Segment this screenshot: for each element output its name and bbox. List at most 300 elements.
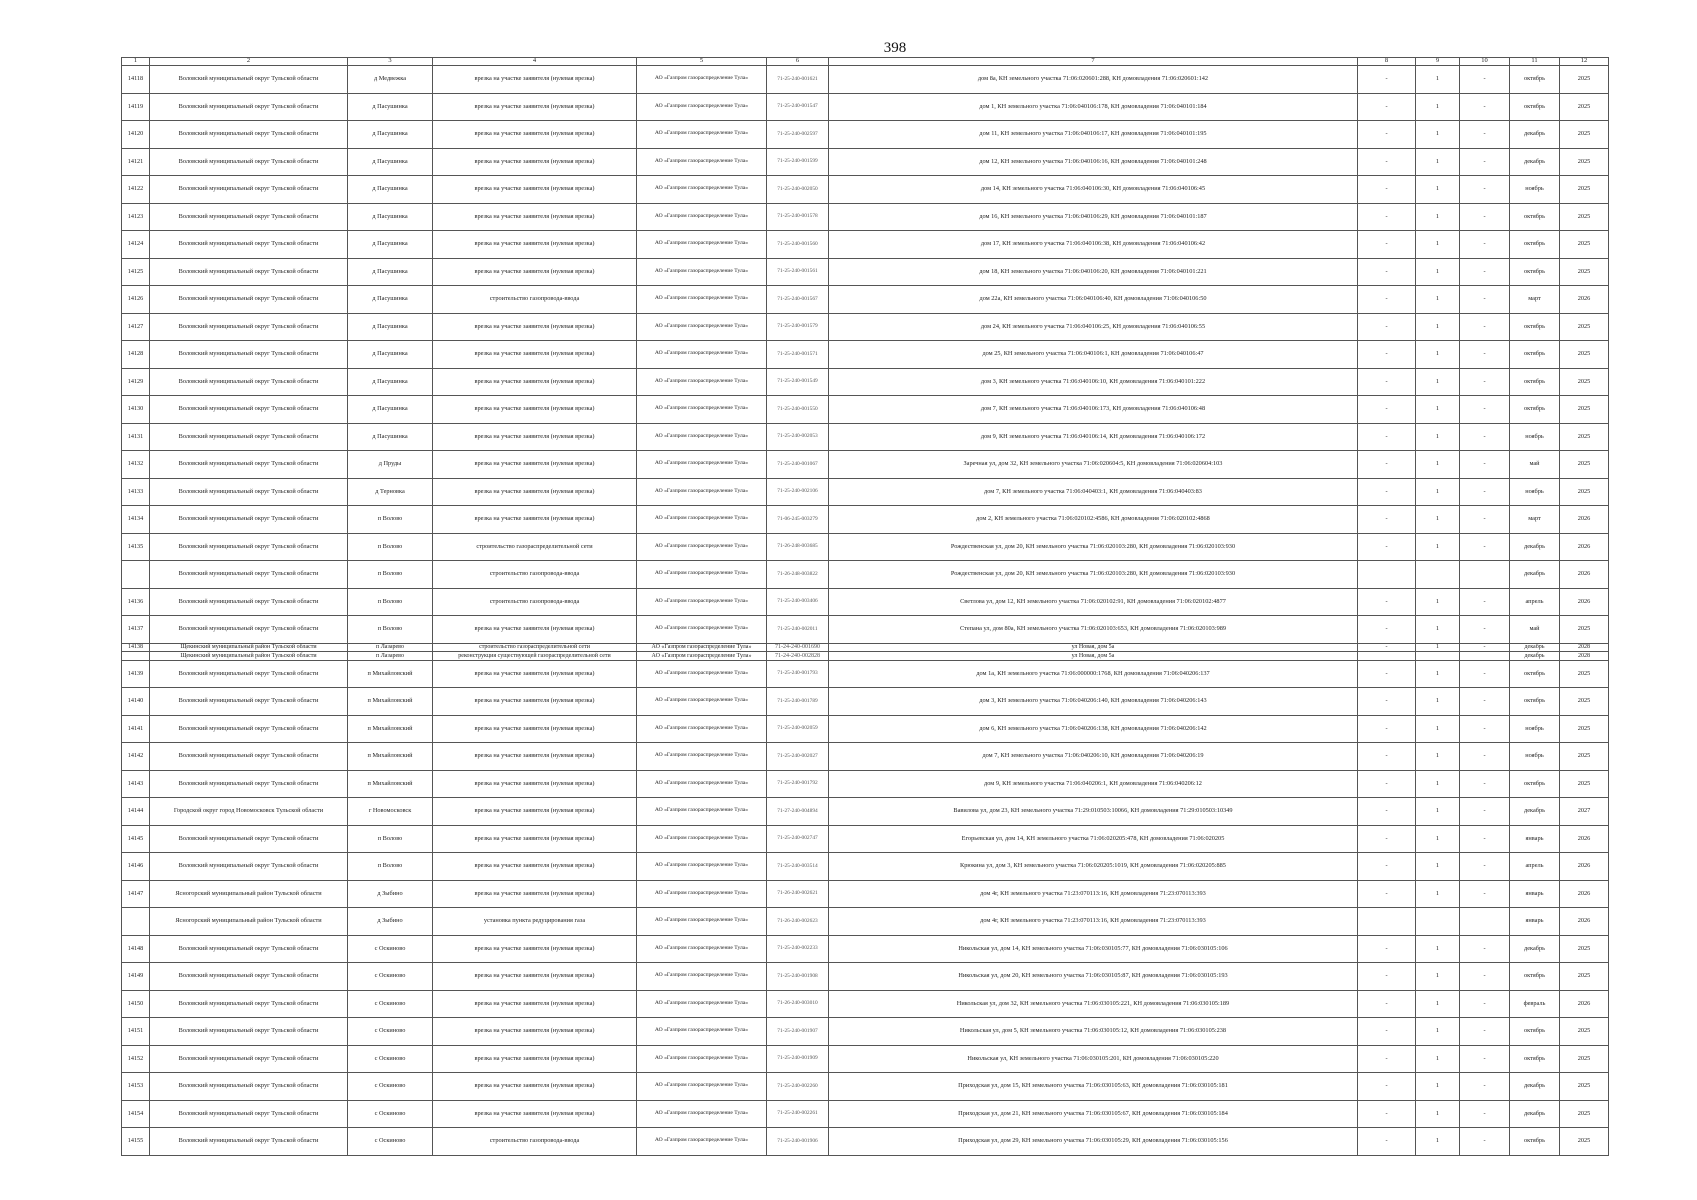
column-8-cell: -: [1358, 1128, 1416, 1156]
quantity-cell: 1: [1416, 1100, 1460, 1128]
month-cell: май: [1510, 616, 1560, 644]
settlement-cell: п Михайловский: [348, 743, 433, 771]
column-8-cell: -: [1358, 451, 1416, 479]
cadastral-code-cell: 71-25-240-002059: [767, 715, 829, 743]
table-row: [122, 368, 1609, 396]
cadastral-code-cell: 71-25-240-001550: [767, 396, 829, 424]
quantity-cell: 1: [1416, 1018, 1460, 1046]
column-10-cell: -: [1460, 1018, 1510, 1046]
month-cell: октябрь: [1510, 963, 1560, 991]
quantity-cell: 1: [1416, 176, 1460, 204]
cadastral-code-cell: 71-25-240-001561: [767, 258, 829, 286]
settlement-cell: п Волово: [348, 506, 433, 534]
work-type-cell: врезка на участке заявителя (нулевая врезка): [433, 1018, 637, 1046]
month-cell: октябрь: [1510, 1045, 1560, 1073]
cadastral-code-cell: 71-06-245-003279: [767, 506, 829, 534]
row-number-cell: 14135: [122, 533, 150, 561]
municipality-cell: Воловский муниципальный округ Тульской области: [150, 770, 348, 798]
year-cell: 2025: [1560, 66, 1609, 94]
column-8-cell: -: [1358, 1045, 1416, 1073]
municipality-cell: Воловский муниципальный округ Тульской области: [150, 451, 348, 479]
work-type-cell: врезка на участке заявителя (нулевая врезка): [433, 258, 637, 286]
work-type-cell: строительство газораспределительной сети: [433, 533, 637, 561]
quantity-cell: 1: [1416, 660, 1460, 688]
quantity-cell: 1: [1416, 203, 1460, 231]
row-number-cell: 14137: [122, 616, 150, 644]
organization-cell: АО «Газпром газораспределение Тула»: [637, 423, 767, 451]
column-10-cell: -: [1460, 588, 1510, 616]
settlement-cell: с Оскиново: [348, 1018, 433, 1046]
month-cell: ноябрь: [1510, 715, 1560, 743]
column-8-cell: -: [1358, 286, 1416, 314]
quantity-cell: 1: [1416, 643, 1460, 652]
year-cell: 2028: [1560, 643, 1609, 652]
month-cell: декабрь: [1510, 798, 1560, 826]
organization-cell: АО «Газпром газораспределение Тула»: [637, 688, 767, 716]
row-number-cell: 14147: [122, 880, 150, 908]
municipality-cell: Воловский муниципальный округ Тульской области: [150, 588, 348, 616]
quantity-cell: 1: [1416, 1045, 1460, 1073]
work-type-cell: врезка на участке заявителя (нулевая врезка): [433, 396, 637, 424]
column-10-cell: -: [1460, 396, 1510, 424]
column-10-cell: -: [1460, 93, 1510, 121]
cadastral-code-cell: 71-27-240-004894: [767, 798, 829, 826]
address-cell: дом 1а, КН земельного участка 71:06:000000:1768, КН домовладения 71:06:040206:137: [829, 660, 1358, 688]
table-row: [122, 66, 1609, 94]
column-header-9: 9: [1416, 58, 1460, 66]
year-cell: 2025: [1560, 660, 1609, 688]
row-number-cell: 14126: [122, 286, 150, 314]
page-number: 398: [883, 40, 907, 56]
cadastral-code-cell: 71-26-240-002621: [767, 880, 829, 908]
month-cell: октябрь: [1510, 231, 1560, 259]
table-row: [122, 770, 1609, 798]
month-cell: октябрь: [1510, 93, 1560, 121]
column-10-cell: -: [1460, 148, 1510, 176]
cadastral-code-cell: 71-24-240-001690: [767, 643, 829, 652]
settlement-cell: д Зыбино: [348, 880, 433, 908]
column-8-cell: -: [1358, 148, 1416, 176]
work-type-cell: врезка на участке заявителя (нулевая врезка): [433, 935, 637, 963]
quantity-cell: 1: [1416, 798, 1460, 826]
column-8-cell: -: [1358, 66, 1416, 94]
address-cell: дом 16, КН земельного участка 71:06:040106:29, КН домовладения 71:06:040101:187: [829, 203, 1358, 231]
quantity-cell: 1: [1416, 368, 1460, 396]
address-cell: Заречная ул, дом 32, КН земельного участка 71:06:020604:5, КН домовладения 71:06:020604:103: [829, 451, 1358, 479]
organization-cell: АО «Газпром газораспределение Тула»: [637, 770, 767, 798]
address-cell: Рождественская ул, дом 20, КН земельного участка 71:06:020103:280, КН домовладения 71:06:020103:930: [829, 533, 1358, 561]
municipality-cell: Воловский муниципальный округ Тульской области: [150, 368, 348, 396]
row-number-cell: 14139: [122, 660, 150, 688]
column-10-cell: -: [1460, 66, 1510, 94]
header-row: [122, 58, 1609, 66]
column-header-10: 10: [1460, 58, 1510, 66]
work-type-cell: врезка на участке заявителя (нулевая врезка): [433, 478, 637, 506]
cadastral-code-cell: 71-25-240-002011: [767, 616, 829, 644]
quantity-cell: 1: [1416, 743, 1460, 771]
quantity-cell: 1: [1416, 93, 1460, 121]
settlement-cell: п Лазарево: [348, 652, 433, 661]
row-number-cell: 14136: [122, 588, 150, 616]
column-8-cell: -: [1358, 770, 1416, 798]
column-8-cell: -: [1358, 1073, 1416, 1101]
settlement-cell: д Пасушинка: [348, 203, 433, 231]
year-cell: 2025: [1560, 121, 1609, 149]
settlement-cell: п Волово: [348, 616, 433, 644]
month-cell: октябрь: [1510, 770, 1560, 798]
row-number-cell: 14149: [122, 963, 150, 991]
month-cell: декабрь: [1510, 148, 1560, 176]
table-row: [122, 396, 1609, 424]
table-row: [122, 825, 1609, 853]
municipality-cell: Щекинский муниципальный район Тульской области: [150, 643, 348, 652]
settlement-cell: д Пасушинка: [348, 286, 433, 314]
settlement-cell: д Пасушинка: [348, 93, 433, 121]
quantity-cell: 1: [1416, 506, 1460, 534]
cadastral-code-cell: 71-25-240-001578: [767, 203, 829, 231]
organization-cell: АО «Газпром газораспределение Тула»: [637, 148, 767, 176]
work-type-cell: врезка на участке заявителя (нулевая врезка): [433, 743, 637, 771]
column-8-cell: -: [1358, 423, 1416, 451]
column-10-cell: -: [1460, 715, 1510, 743]
municipality-cell: Воловский муниципальный округ Тульской области: [150, 1045, 348, 1073]
cadastral-code-cell: 71-25-240-001908: [767, 963, 829, 991]
municipality-cell: Воловский муниципальный округ Тульской области: [150, 478, 348, 506]
year-cell: 2025: [1560, 935, 1609, 963]
table-row: [122, 908, 1609, 936]
column-10-cell: -: [1460, 533, 1510, 561]
work-type-cell: врезка на участке заявителя (нулевая врезка): [433, 368, 637, 396]
row-number-cell: 14148: [122, 935, 150, 963]
cadastral-code-cell: 71-25-240-002050: [767, 176, 829, 204]
row-number-cell: 14130: [122, 396, 150, 424]
table-row: [122, 715, 1609, 743]
column-10-cell: -: [1460, 231, 1510, 259]
quantity-cell: [1416, 652, 1460, 661]
month-cell: апрель: [1510, 588, 1560, 616]
year-cell: 2025: [1560, 203, 1609, 231]
organization-cell: АО «Газпром газораспределение Тула»: [637, 616, 767, 644]
cadastral-code-cell: 71-25-240-001549: [767, 368, 829, 396]
year-cell: 2025: [1560, 770, 1609, 798]
quantity-cell: 1: [1416, 478, 1460, 506]
work-type-cell: врезка на участке заявителя (нулевая врезка): [433, 66, 637, 94]
column-10-cell: -: [1460, 616, 1510, 644]
year-cell: 2025: [1560, 715, 1609, 743]
column-8-cell: -: [1358, 258, 1416, 286]
year-cell: 2025: [1560, 616, 1609, 644]
column-8-cell: -: [1358, 506, 1416, 534]
work-type-cell: врезка на участке заявителя (нулевая врезка): [433, 148, 637, 176]
cadastral-code-cell: 71-26-248-003822: [767, 561, 829, 589]
municipality-cell: Воловский муниципальный округ Тульской области: [150, 743, 348, 771]
column-header-2: 2: [150, 58, 348, 66]
work-type-cell: врезка на участке заявителя (нулевая врезка): [433, 313, 637, 341]
work-type-cell: строительство газопровода-ввода: [433, 588, 637, 616]
work-type-cell: врезка на участке заявителя (нулевая врезка): [433, 715, 637, 743]
cadastral-code-cell: 71-25-240-001567: [767, 286, 829, 314]
column-8-cell: -: [1358, 1018, 1416, 1046]
table-row: [122, 798, 1609, 826]
month-cell: октябрь: [1510, 203, 1560, 231]
address-cell: дом 4г, КН земельного участка 71:23:070113:16, КН домовладения 71:23:070113:393: [829, 908, 1358, 936]
column-10-cell: -: [1460, 1128, 1510, 1156]
work-type-cell: врезка на участке заявителя (нулевая врезка): [433, 798, 637, 826]
address-cell: дом 4г, КН земельного участка 71:23:070113:16, КН домовладения 71:23:070113:393: [829, 880, 1358, 908]
table-row: [122, 1100, 1609, 1128]
quantity-cell: 1: [1416, 423, 1460, 451]
row-number-cell: 14152: [122, 1045, 150, 1073]
municipality-cell: Воловский муниципальный округ Тульской области: [150, 203, 348, 231]
month-cell: ноябрь: [1510, 176, 1560, 204]
quantity-cell: 1: [1416, 1073, 1460, 1101]
year-cell: 2025: [1560, 423, 1609, 451]
month-cell: октябрь: [1510, 1018, 1560, 1046]
work-type-cell: врезка на участке заявителя (нулевая врезка): [433, 231, 637, 259]
year-cell: 2025: [1560, 688, 1609, 716]
month-cell: октябрь: [1510, 1128, 1560, 1156]
work-type-cell: установка пункта редуцирования газа: [433, 908, 637, 936]
settlement-cell: с Оскиново: [348, 1073, 433, 1101]
address-cell: Крюкина ул, дом 3, КН земельного участка 71:06:020205:1019, КН домовладения 71:06:020205:885: [829, 853, 1358, 881]
settlement-cell: с Оскиново: [348, 935, 433, 963]
quantity-cell: 1: [1416, 935, 1460, 963]
settlement-cell: п Волово: [348, 561, 433, 589]
row-number-cell: 14153: [122, 1073, 150, 1101]
year-cell: 2025: [1560, 93, 1609, 121]
municipality-cell: Воловский муниципальный округ Тульской области: [150, 935, 348, 963]
row-number-cell: 14120: [122, 121, 150, 149]
month-cell: январь: [1510, 880, 1560, 908]
column-10-cell: -: [1460, 935, 1510, 963]
year-cell: 2025: [1560, 341, 1609, 369]
month-cell: апрель: [1510, 853, 1560, 881]
cadastral-code-cell: 71-25-240-001909: [767, 1045, 829, 1073]
municipality-cell: Воловский муниципальный округ Тульской области: [150, 1018, 348, 1046]
work-type-cell: врезка на участке заявителя (нулевая врезка): [433, 1073, 637, 1101]
column-10-cell: -: [1460, 688, 1510, 716]
table-row: [122, 990, 1609, 1018]
organization-cell: АО «Газпром газораспределение Тула»: [637, 396, 767, 424]
column-10-cell: [1460, 908, 1510, 936]
work-type-cell: врезка на участке заявителя (нулевая врезка): [433, 660, 637, 688]
work-type-cell: врезка на участке заявителя (нулевая врезка): [433, 825, 637, 853]
settlement-cell: д Пасушинка: [348, 176, 433, 204]
settlement-cell: п Михайловский: [348, 660, 433, 688]
column-10-cell: -: [1460, 743, 1510, 771]
municipality-cell: Воловский муниципальный округ Тульской области: [150, 1100, 348, 1128]
municipality-cell: Воловский муниципальный округ Тульской области: [150, 1128, 348, 1156]
table-row: [122, 1045, 1609, 1073]
month-cell: октябрь: [1510, 66, 1560, 94]
work-type-cell: врезка на участке заявителя (нулевая врезка): [433, 203, 637, 231]
table-body: [122, 66, 1609, 1156]
cadastral-code-cell: 71-25-240-001547: [767, 93, 829, 121]
column-8-cell: -: [1358, 203, 1416, 231]
address-cell: дом 11, КН земельного участка 71:06:040106:17, КН домовладения 71:06:040101:195: [829, 121, 1358, 149]
settlement-cell: д Пасушинка: [348, 258, 433, 286]
settlement-cell: с Оскиново: [348, 1128, 433, 1156]
column-8-cell: -: [1358, 368, 1416, 396]
address-cell: дом 7, КН земельного участка 71:06:040403:1, КН домовладения 71:06:040403:83: [829, 478, 1358, 506]
quantity-cell: 1: [1416, 963, 1460, 991]
cadastral-code-cell: 71-25-240-002747: [767, 825, 829, 853]
cadastral-code-cell: 71-25-240-001621: [767, 66, 829, 94]
municipality-cell: Ясногорский муниципальный район Тульской области: [150, 880, 348, 908]
municipality-cell: Воловский муниципальный округ Тульской области: [150, 963, 348, 991]
organization-cell: АО «Газпром газораспределение Тула»: [637, 588, 767, 616]
table-row: [122, 451, 1609, 479]
table-row: [122, 423, 1609, 451]
municipality-cell: Воловский муниципальный округ Тульской области: [150, 121, 348, 149]
quantity-cell: 1: [1416, 990, 1460, 1018]
row-number-cell: [122, 561, 150, 589]
column-8-cell: -: [1358, 963, 1416, 991]
address-cell: Никольская ул, дом 20, КН земельного участка 71:06:030105:87, КН домовладения 71:06:030105:193: [829, 963, 1358, 991]
year-cell: 2026: [1560, 908, 1609, 936]
column-10-cell: [1460, 561, 1510, 589]
settlement-cell: д Пасушинка: [348, 396, 433, 424]
row-number-cell: 14154: [122, 1100, 150, 1128]
year-cell: 2027: [1560, 798, 1609, 826]
quantity-cell: 1: [1416, 341, 1460, 369]
cadastral-code-cell: 71-25-240-001560: [767, 231, 829, 259]
address-cell: дом 9, КН земельного участка 71:06:040206:1, КН домовладения 71:06:040206:12: [829, 770, 1358, 798]
work-type-cell: врезка на участке заявителя (нулевая врезка): [433, 423, 637, 451]
organization-cell: АО «Газпром газораспределение Тула»: [637, 743, 767, 771]
column-header-3: 3: [348, 58, 433, 66]
address-cell: дом 12, КН земельного участка 71:06:040106:16, КН домовладения 71:06:040101:248: [829, 148, 1358, 176]
column-header-11: 11: [1510, 58, 1560, 66]
column-8-cell: -: [1358, 715, 1416, 743]
address-cell: Никольская ул, КН земельного участка 71:06:030105:201, КН домовладения 71:06:030105:220: [829, 1045, 1358, 1073]
cadastral-code-cell: 71-25-240-002261: [767, 1100, 829, 1128]
year-cell: 2025: [1560, 231, 1609, 259]
organization-cell: АО «Газпром газораспределение Тула»: [637, 1100, 767, 1128]
table-row: [122, 588, 1609, 616]
month-cell: декабрь: [1510, 533, 1560, 561]
organization-cell: АО «Газпром газораспределение Тула»: [637, 121, 767, 149]
settlement-cell: с Оскиново: [348, 1045, 433, 1073]
row-number-cell: 14145: [122, 825, 150, 853]
quantity-cell: 1: [1416, 715, 1460, 743]
quantity-cell: 1: [1416, 66, 1460, 94]
settlement-cell: д Медвежка: [348, 66, 433, 94]
column-8-cell: [1358, 908, 1416, 936]
work-type-cell: строительство газораспределительной сети: [433, 643, 637, 652]
column-8-cell: -: [1358, 478, 1416, 506]
cadastral-code-cell: 71-25-240-002053: [767, 423, 829, 451]
year-cell: 2026: [1560, 853, 1609, 881]
row-number-cell: 14146: [122, 853, 150, 881]
work-type-cell: врезка на участке заявителя (нулевая врезка): [433, 770, 637, 798]
table-row: [122, 313, 1609, 341]
address-cell: Никольская ул, дом 14, КН земельного участка 71:06:030105:77, КН домовладения 71:06:030105:106: [829, 935, 1358, 963]
month-cell: ноябрь: [1510, 478, 1560, 506]
month-cell: февраль: [1510, 990, 1560, 1018]
column-10-cell: -: [1460, 423, 1510, 451]
work-type-cell: врезка на участке заявителя (нулевая врезка): [433, 176, 637, 204]
work-type-cell: строительство газопровода-ввода: [433, 561, 637, 589]
settlement-cell: д Пасушинка: [348, 148, 433, 176]
table-row: [122, 935, 1609, 963]
cadastral-code-cell: 71-26-240-002623: [767, 908, 829, 936]
municipality-cell: Воловский муниципальный округ Тульской области: [150, 660, 348, 688]
year-cell: 2026: [1560, 506, 1609, 534]
address-cell: дом 24, КН земельного участка 71:06:040106:25, КН домовладения 71:06:040106:55: [829, 313, 1358, 341]
address-cell: дом 22а, КН земельного участка 71:06:040106:40, КН домовладения 71:06:040106:50: [829, 286, 1358, 314]
row-number-cell: 14127: [122, 313, 150, 341]
municipality-cell: Воловский муниципальный округ Тульской области: [150, 176, 348, 204]
address-cell: дом 3, КН земельного участка 71:06:040206:140, КН домовладения 71:06:040206:143: [829, 688, 1358, 716]
quantity-cell: 1: [1416, 853, 1460, 881]
month-cell: ноябрь: [1510, 423, 1560, 451]
municipality-cell: Воловский муниципальный округ Тульской области: [150, 148, 348, 176]
column-header-7: 7: [829, 58, 1358, 66]
organization-cell: АО «Газпром газораспределение Тула»: [637, 798, 767, 826]
settlement-cell: п Михайловский: [348, 688, 433, 716]
row-number-cell: 14123: [122, 203, 150, 231]
work-type-cell: врезка на участке заявителя (нулевая врезка): [433, 880, 637, 908]
row-number-cell: 14138: [122, 643, 150, 652]
quantity-cell: 1: [1416, 286, 1460, 314]
month-cell: октябрь: [1510, 660, 1560, 688]
address-cell: дом 14, КН земельного участка 71:06:040106:30, КН домовладения 71:06:040106:45: [829, 176, 1358, 204]
year-cell: 2025: [1560, 1018, 1609, 1046]
table-row: [122, 176, 1609, 204]
work-type-cell: врезка на участке заявителя (нулевая врезка): [433, 1100, 637, 1128]
column-10-cell: -: [1460, 368, 1510, 396]
organization-cell: АО «Газпром газораспределение Тула»: [637, 478, 767, 506]
municipality-cell: Воловский муниципальный округ Тульской области: [150, 423, 348, 451]
table-row: [122, 561, 1609, 589]
work-type-cell: врезка на участке заявителя (нулевая врезка): [433, 451, 637, 479]
column-10-cell: -: [1460, 643, 1510, 652]
work-type-cell: врезка на участке заявителя (нулевая врезка): [433, 853, 637, 881]
month-cell: декабрь: [1510, 561, 1560, 589]
organization-cell: АО «Газпром газораспределение Тула»: [637, 1128, 767, 1156]
settlement-cell: д Пасушинка: [348, 368, 433, 396]
municipality-cell: Воловский муниципальный округ Тульской области: [150, 715, 348, 743]
row-number-cell: 14132: [122, 451, 150, 479]
cadastral-code-cell: 71-25-240-001792: [767, 770, 829, 798]
cadastral-code-cell: 71-25-240-001579: [767, 313, 829, 341]
column-8-cell: -: [1358, 798, 1416, 826]
settlement-cell: п Волово: [348, 533, 433, 561]
settlement-cell: п Михайловский: [348, 715, 433, 743]
table-row: [122, 1073, 1609, 1101]
table-row: [122, 1018, 1609, 1046]
municipality-cell: Воловский муниципальный округ Тульской области: [150, 231, 348, 259]
address-cell: дом 8а, КН земельного участка 71:06:020601:288, КН домовладения 71:06:020601:142: [829, 66, 1358, 94]
settlement-cell: п Волово: [348, 853, 433, 881]
month-cell: январь: [1510, 908, 1560, 936]
column-header-4: 4: [433, 58, 637, 66]
column-10-cell: -: [1460, 660, 1510, 688]
address-cell: ул Новая, дом 5а: [829, 652, 1358, 661]
municipality-cell: Воловский муниципальный округ Тульской области: [150, 561, 348, 589]
table-row: [122, 533, 1609, 561]
settlement-cell: д Пасушинка: [348, 231, 433, 259]
organization-cell: АО «Газпром газораспределение Тула»: [637, 561, 767, 589]
column-10-cell: -: [1460, 1045, 1510, 1073]
year-cell: 2025: [1560, 1100, 1609, 1128]
settlement-cell: д Пасушинка: [348, 121, 433, 149]
quantity-cell: 1: [1416, 880, 1460, 908]
column-header-8: 8: [1358, 58, 1416, 66]
work-type-cell: строительство газопровода-ввода: [433, 1128, 637, 1156]
cadastral-code-cell: 71-25-240-003514: [767, 853, 829, 881]
